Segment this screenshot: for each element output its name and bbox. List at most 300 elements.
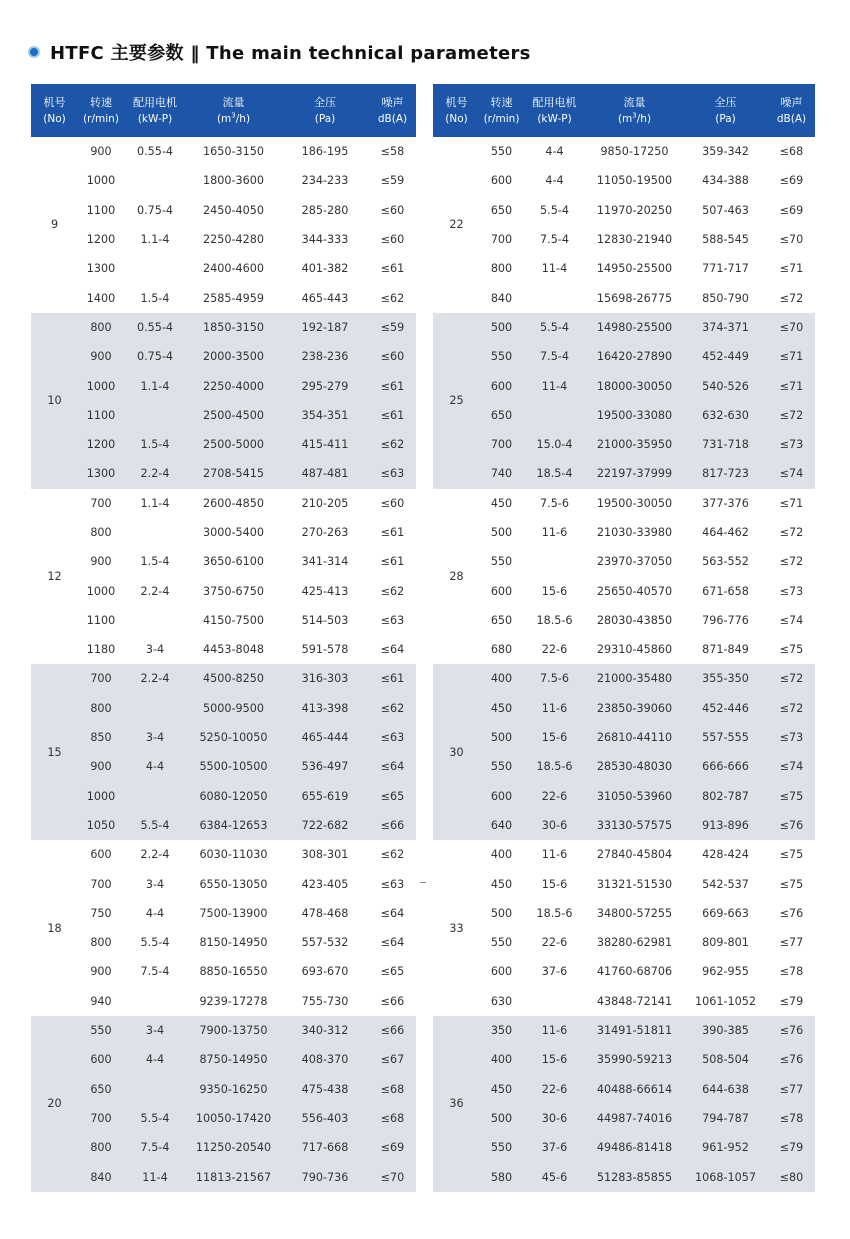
motor-cell: 4-4 bbox=[124, 899, 186, 928]
speed-cell: 630 bbox=[480, 987, 523, 1016]
flow-cell: 5500-10500 bbox=[186, 752, 281, 781]
pressure-cell: 428-424 bbox=[683, 840, 768, 869]
table-row bbox=[433, 664, 815, 693]
table-row bbox=[31, 547, 416, 576]
speed-cell: 1000 bbox=[78, 371, 124, 400]
pressure-cell: 632-630 bbox=[683, 401, 768, 430]
flow-cell: 43848-72141 bbox=[586, 987, 683, 1016]
speed-cell: 900 bbox=[78, 342, 124, 371]
table-row bbox=[31, 664, 416, 693]
column-header-unit: (kW-P) bbox=[137, 112, 173, 125]
table-row bbox=[31, 1075, 416, 1104]
speed-cell: 550 bbox=[480, 547, 523, 576]
table-row bbox=[433, 547, 815, 576]
table-row bbox=[433, 1104, 815, 1133]
table-row bbox=[433, 1016, 815, 1045]
speed-cell: 400 bbox=[480, 840, 523, 869]
noise-cell: ≤76 bbox=[768, 899, 815, 928]
motor-cell: 7.5-6 bbox=[523, 664, 586, 693]
table-row bbox=[433, 606, 815, 635]
noise-cell: ≤62 bbox=[369, 576, 416, 605]
pressure-cell: 408-370 bbox=[281, 1045, 369, 1074]
pressure-cell: 285-280 bbox=[281, 196, 369, 225]
flow-cell: 6080-12050 bbox=[186, 782, 281, 811]
table-row bbox=[433, 957, 815, 986]
speed-cell: 650 bbox=[480, 196, 523, 225]
speed-cell: 1100 bbox=[78, 196, 124, 225]
column-header-label: 转速 bbox=[490, 95, 513, 109]
pressure-cell: 557-555 bbox=[683, 723, 768, 752]
column-header-label: 机号 bbox=[43, 95, 66, 109]
table-row bbox=[31, 899, 416, 928]
noise-cell: ≤72 bbox=[768, 547, 815, 576]
flow-cell: 2500-5000 bbox=[186, 430, 281, 459]
flow-cell: 2400-4600 bbox=[186, 254, 281, 283]
flow-cell: 2250-4000 bbox=[186, 371, 281, 400]
pressure-cell: 644-638 bbox=[683, 1075, 768, 1104]
table-row bbox=[31, 459, 416, 488]
column-header bbox=[586, 84, 683, 137]
table-row bbox=[31, 225, 416, 254]
pressure-cell: 344-333 bbox=[281, 225, 369, 254]
table-row bbox=[433, 489, 815, 518]
noise-cell: ≤79 bbox=[768, 1133, 815, 1162]
speed-cell: 1200 bbox=[78, 430, 124, 459]
flow-cell: 3650-6100 bbox=[186, 547, 281, 576]
motor-cell bbox=[124, 518, 186, 547]
table-row bbox=[31, 840, 416, 869]
pressure-cell: 508-504 bbox=[683, 1045, 768, 1074]
noise-cell: ≤68 bbox=[369, 1104, 416, 1133]
pressure-cell: 669-663 bbox=[683, 899, 768, 928]
flow-cell: 8850-16550 bbox=[186, 957, 281, 986]
speed-cell: 1400 bbox=[78, 283, 124, 312]
pressure-cell: 771-717 bbox=[683, 254, 768, 283]
model-group bbox=[433, 137, 815, 313]
flow-cell: 18000-30050 bbox=[586, 371, 683, 400]
speed-cell: 550 bbox=[480, 1133, 523, 1162]
column-header-unit: (r/min) bbox=[83, 112, 119, 125]
table-row bbox=[433, 1162, 815, 1191]
noise-cell: ≤60 bbox=[369, 489, 416, 518]
model-number-cell: 18 bbox=[31, 840, 78, 1016]
noise-cell: ≤61 bbox=[369, 547, 416, 576]
flow-cell: 27840-45804 bbox=[586, 840, 683, 869]
motor-cell: 11-6 bbox=[523, 518, 586, 547]
table-row bbox=[31, 166, 416, 195]
motor-cell: 3-4 bbox=[124, 635, 186, 664]
table-row bbox=[433, 1045, 815, 1074]
noise-cell: ≤61 bbox=[369, 518, 416, 547]
flow-cell: 15698-26775 bbox=[586, 283, 683, 312]
speed-cell: 350 bbox=[480, 1016, 523, 1045]
model-number-cell: 36 bbox=[433, 1016, 480, 1192]
flow-cell: 21000-35950 bbox=[586, 430, 683, 459]
pressure-cell: 588-545 bbox=[683, 225, 768, 254]
flow-cell: 9850-17250 bbox=[586, 137, 683, 166]
speed-cell: 700 bbox=[78, 869, 124, 898]
motor-cell: 7.5-4 bbox=[523, 342, 586, 371]
column-header-unit: (No) bbox=[445, 112, 468, 125]
flow-cell: 31050-53960 bbox=[586, 782, 683, 811]
table-row bbox=[31, 987, 416, 1016]
noise-cell: ≤66 bbox=[369, 1016, 416, 1045]
motor-cell: 22-6 bbox=[523, 782, 586, 811]
pressure-cell: 270-263 bbox=[281, 518, 369, 547]
noise-cell: ≤61 bbox=[369, 401, 416, 430]
table-row bbox=[433, 459, 815, 488]
table-row bbox=[433, 1075, 815, 1104]
pressure-cell: 234-233 bbox=[281, 166, 369, 195]
table-row bbox=[433, 782, 815, 811]
pressure-cell: 401-382 bbox=[281, 254, 369, 283]
column-header-label: 配用电机 bbox=[133, 95, 177, 109]
model-number-cell: 22 bbox=[433, 137, 480, 313]
motor-cell: 4-4 bbox=[124, 752, 186, 781]
table-row bbox=[433, 840, 815, 869]
title-separator: ‖ bbox=[190, 43, 200, 64]
table-row bbox=[31, 1104, 416, 1133]
noise-cell: ≤62 bbox=[369, 840, 416, 869]
pressure-cell: 557-532 bbox=[281, 928, 369, 957]
flow-cell: 23970-37050 bbox=[586, 547, 683, 576]
table-row bbox=[31, 752, 416, 781]
speed-cell: 450 bbox=[480, 1075, 523, 1104]
flow-cell: 2600-4850 bbox=[186, 489, 281, 518]
noise-cell: ≤59 bbox=[369, 313, 416, 342]
speed-cell: 550 bbox=[78, 1016, 124, 1045]
table-row bbox=[31, 576, 416, 605]
pressure-cell: 722-682 bbox=[281, 811, 369, 840]
noise-cell: ≤75 bbox=[768, 635, 815, 664]
motor-cell: 3-4 bbox=[124, 869, 186, 898]
speed-cell: 850 bbox=[78, 723, 124, 752]
flow-cell: 1800-3600 bbox=[186, 166, 281, 195]
flow-cell: 11813-21567 bbox=[186, 1162, 281, 1191]
speed-cell: 600 bbox=[480, 576, 523, 605]
noise-cell: ≤59 bbox=[369, 166, 416, 195]
speed-cell: 450 bbox=[480, 489, 523, 518]
speed-cell: 800 bbox=[78, 928, 124, 957]
header-row bbox=[31, 84, 416, 137]
motor-cell: 45-6 bbox=[523, 1162, 586, 1191]
model-group bbox=[31, 489, 416, 665]
table-row bbox=[31, 782, 416, 811]
pressure-cell: 316-303 bbox=[281, 664, 369, 693]
flow-cell: 51283-85855 bbox=[586, 1162, 683, 1191]
speed-cell: 700 bbox=[78, 664, 124, 693]
pressure-cell: 817-723 bbox=[683, 459, 768, 488]
flow-cell: 7900-13750 bbox=[186, 1016, 281, 1045]
table-row bbox=[433, 313, 815, 342]
flow-cell: 6384-12653 bbox=[186, 811, 281, 840]
noise-cell: ≤79 bbox=[768, 987, 815, 1016]
pressure-cell: 666-666 bbox=[683, 752, 768, 781]
speed-cell: 640 bbox=[480, 811, 523, 840]
table-row bbox=[31, 723, 416, 752]
speed-cell: 1200 bbox=[78, 225, 124, 254]
flow-cell: 19500-30050 bbox=[586, 489, 683, 518]
pressure-cell: 962-955 bbox=[683, 957, 768, 986]
speed-cell: 580 bbox=[480, 1162, 523, 1191]
model-group bbox=[31, 664, 416, 840]
speed-cell: 1300 bbox=[78, 254, 124, 283]
noise-cell: ≤72 bbox=[768, 664, 815, 693]
column-header bbox=[523, 84, 586, 137]
column-header-label: 流量 bbox=[623, 95, 646, 109]
flow-cell: 21030-33980 bbox=[586, 518, 683, 547]
speed-cell: 550 bbox=[480, 137, 523, 166]
flow-cell: 4500-8250 bbox=[186, 664, 281, 693]
model-number-cell: 20 bbox=[31, 1016, 78, 1192]
pressure-cell: 308-301 bbox=[281, 840, 369, 869]
motor-cell bbox=[124, 166, 186, 195]
noise-cell: ≤68 bbox=[768, 137, 815, 166]
column-header-unit: dB(A) bbox=[377, 112, 408, 125]
flow-cell: 2708-5415 bbox=[186, 459, 281, 488]
speed-cell: 650 bbox=[480, 606, 523, 635]
column-header-label: 流量 bbox=[222, 95, 245, 109]
noise-cell: ≤73 bbox=[768, 430, 815, 459]
model-number-cell: 12 bbox=[31, 489, 78, 665]
noise-cell: ≤68 bbox=[369, 1075, 416, 1104]
table-row bbox=[31, 1133, 416, 1162]
noise-cell: ≤65 bbox=[369, 782, 416, 811]
motor-cell: 15-6 bbox=[523, 723, 586, 752]
speed-cell: 600 bbox=[480, 957, 523, 986]
flow-cell: 49486-81418 bbox=[586, 1133, 683, 1162]
noise-cell: ≤75 bbox=[768, 840, 815, 869]
speed-cell: 1050 bbox=[78, 811, 124, 840]
pressure-cell: 452-446 bbox=[683, 694, 768, 723]
motor-cell: 22-6 bbox=[523, 635, 586, 664]
table-row bbox=[433, 371, 815, 400]
noise-cell: ≤58 bbox=[369, 137, 416, 166]
flow-cell: 16420-27890 bbox=[586, 342, 683, 371]
table-row bbox=[31, 313, 416, 342]
table-row bbox=[433, 928, 815, 957]
pressure-cell: 507-463 bbox=[683, 196, 768, 225]
table-row bbox=[433, 635, 815, 664]
model-number-cell: 30 bbox=[433, 664, 480, 840]
column-header-unit: (Pa) bbox=[314, 112, 336, 125]
pressure-cell: 415-411 bbox=[281, 430, 369, 459]
flow-cell: 2450-4050 bbox=[186, 196, 281, 225]
speed-cell: 1000 bbox=[78, 782, 124, 811]
noise-cell: ≤63 bbox=[369, 459, 416, 488]
pressure-cell: 452-449 bbox=[683, 342, 768, 371]
pressure-cell: 1068-1057 bbox=[683, 1162, 768, 1191]
noise-cell: ≤76 bbox=[768, 1045, 815, 1074]
noise-cell: ≤62 bbox=[369, 430, 416, 459]
pressure-cell: 192-187 bbox=[281, 313, 369, 342]
pressure-cell: 390-385 bbox=[683, 1016, 768, 1045]
speed-cell: 400 bbox=[480, 1045, 523, 1074]
motor-cell bbox=[124, 401, 186, 430]
flow-cell: 38280-62981 bbox=[586, 928, 683, 957]
table-row bbox=[31, 371, 416, 400]
flow-cell: 23850-39060 bbox=[586, 694, 683, 723]
table-row bbox=[433, 752, 815, 781]
speed-cell: 1180 bbox=[78, 635, 124, 664]
table-row bbox=[433, 811, 815, 840]
column-header-unit: (No) bbox=[43, 112, 66, 125]
noise-cell: ≤63 bbox=[369, 869, 416, 898]
column-header bbox=[683, 84, 768, 137]
table-row bbox=[31, 137, 416, 166]
pressure-cell: 794-787 bbox=[683, 1104, 768, 1133]
column-header-unit: $(m^3/h)$ bbox=[617, 111, 652, 125]
motor-cell bbox=[124, 606, 186, 635]
flow-cell: 1850-3150 bbox=[186, 313, 281, 342]
table-row bbox=[31, 196, 416, 225]
table-row bbox=[31, 635, 416, 664]
motor-cell bbox=[523, 547, 586, 576]
motor-cell: 22-6 bbox=[523, 928, 586, 957]
noise-cell: ≤77 bbox=[768, 1075, 815, 1104]
speed-cell: 550 bbox=[480, 342, 523, 371]
pressure-cell: 693-670 bbox=[281, 957, 369, 986]
model-number-cell: 28 bbox=[433, 489, 480, 665]
pressure-cell: 377-376 bbox=[683, 489, 768, 518]
speed-cell: 800 bbox=[78, 313, 124, 342]
motor-cell: 1.5-4 bbox=[124, 283, 186, 312]
motor-cell: 1.1-4 bbox=[124, 489, 186, 518]
pressure-cell: 374-371 bbox=[683, 313, 768, 342]
flow-cell: 2585-4959 bbox=[186, 283, 281, 312]
flow-cell: 26810-44110 bbox=[586, 723, 683, 752]
table-header bbox=[433, 84, 815, 137]
motor-cell: 22-6 bbox=[523, 1075, 586, 1104]
motor-cell: 0.55-4 bbox=[124, 137, 186, 166]
flow-cell: 12830-21940 bbox=[586, 225, 683, 254]
noise-cell: ≤64 bbox=[369, 899, 416, 928]
motor-cell: 5.5-4 bbox=[124, 811, 186, 840]
table-row bbox=[31, 957, 416, 986]
model-group bbox=[433, 313, 815, 489]
motor-cell bbox=[124, 254, 186, 283]
table-row bbox=[31, 254, 416, 283]
speed-cell: 1100 bbox=[78, 401, 124, 430]
column-header bbox=[124, 84, 186, 137]
table-row bbox=[433, 869, 815, 898]
noise-cell: ≤60 bbox=[369, 196, 416, 225]
pressure-cell: 790-736 bbox=[281, 1162, 369, 1191]
noise-cell: ≤60 bbox=[369, 225, 416, 254]
noise-cell: ≤64 bbox=[369, 635, 416, 664]
speed-cell: 500 bbox=[480, 518, 523, 547]
pressure-cell: 465-444 bbox=[281, 723, 369, 752]
bullet-dot-icon bbox=[28, 46, 40, 58]
table-row bbox=[433, 1133, 815, 1162]
motor-cell: 30-6 bbox=[523, 1104, 586, 1133]
model-group bbox=[31, 840, 416, 1016]
motor-cell: 5.5-4 bbox=[124, 928, 186, 957]
pressure-cell: 514-503 bbox=[281, 606, 369, 635]
noise-cell: ≤74 bbox=[768, 459, 815, 488]
noise-cell: ≤66 bbox=[369, 811, 416, 840]
column-header bbox=[78, 84, 124, 137]
flow-cell: 31321-51530 bbox=[586, 869, 683, 898]
motor-cell: 11-4 bbox=[523, 254, 586, 283]
noise-cell: ≤76 bbox=[768, 1016, 815, 1045]
pressure-cell: 423-405 bbox=[281, 869, 369, 898]
flow-cell: 5250-10050 bbox=[186, 723, 281, 752]
flow-cell: 14950-25500 bbox=[586, 254, 683, 283]
flow-cell: 22197-37999 bbox=[586, 459, 683, 488]
model-number-cell: 9 bbox=[31, 137, 78, 313]
column-header-label: 配用电机 bbox=[532, 95, 577, 109]
speed-cell: 740 bbox=[480, 459, 523, 488]
noise-cell: ≤61 bbox=[369, 254, 416, 283]
table-row bbox=[433, 401, 815, 430]
model-number-cell: 15 bbox=[31, 664, 78, 840]
flow-cell: 9239-17278 bbox=[186, 987, 281, 1016]
flow-cell: 7500-13900 bbox=[186, 899, 281, 928]
column-header-label: 噪声 bbox=[780, 95, 803, 109]
column-header-label: 转速 bbox=[90, 95, 112, 109]
column-header bbox=[433, 84, 480, 137]
pressure-cell: 464-462 bbox=[683, 518, 768, 547]
flow-cell: 14980-25500 bbox=[586, 313, 683, 342]
speed-cell: 750 bbox=[78, 899, 124, 928]
motor-cell: 18.5-4 bbox=[523, 459, 586, 488]
table-row bbox=[31, 342, 416, 371]
speed-cell: 500 bbox=[480, 723, 523, 752]
speed-cell: 800 bbox=[78, 518, 124, 547]
motor-cell: 0.75-4 bbox=[124, 342, 186, 371]
flow-cell: 1650-3150 bbox=[186, 137, 281, 166]
speed-cell: 600 bbox=[480, 166, 523, 195]
noise-cell: ≤73 bbox=[768, 576, 815, 605]
model-number-cell: 10 bbox=[31, 313, 78, 489]
motor-cell: 18.5-6 bbox=[523, 752, 586, 781]
table-row bbox=[31, 401, 416, 430]
table-row bbox=[31, 606, 416, 635]
speed-cell: 700 bbox=[78, 1104, 124, 1133]
motor-cell: 11-4 bbox=[124, 1162, 186, 1191]
motor-cell: 5.5-4 bbox=[124, 1104, 186, 1133]
speed-cell: 650 bbox=[480, 401, 523, 430]
flow-cell: 21000-35480 bbox=[586, 664, 683, 693]
title-cn: HTFC 主要参数 bbox=[50, 43, 184, 64]
motor-cell: 15-6 bbox=[523, 576, 586, 605]
motor-cell: 30-6 bbox=[523, 811, 586, 840]
noise-cell: ≤63 bbox=[369, 606, 416, 635]
noise-cell: ≤64 bbox=[369, 928, 416, 957]
pressure-cell: 671-658 bbox=[683, 576, 768, 605]
speed-cell: 600 bbox=[78, 840, 124, 869]
noise-cell: ≤72 bbox=[768, 694, 815, 723]
table-row bbox=[31, 430, 416, 459]
title-text bbox=[50, 39, 531, 65]
table-row bbox=[433, 576, 815, 605]
parameters-table-right bbox=[433, 84, 815, 1192]
speed-cell: 700 bbox=[480, 430, 523, 459]
speed-cell: 600 bbox=[78, 1045, 124, 1074]
column-header-label: 机号 bbox=[445, 95, 468, 109]
model-group bbox=[31, 313, 416, 489]
noise-cell: ≤65 bbox=[369, 957, 416, 986]
flow-cell: 2500-4500 bbox=[186, 401, 281, 430]
column-header-label: 全压 bbox=[714, 95, 737, 109]
motor-cell: 7.5-4 bbox=[124, 957, 186, 986]
flow-cell: 3000-5400 bbox=[186, 518, 281, 547]
motor-cell: 4-4 bbox=[523, 137, 586, 166]
pressure-cell: 359-342 bbox=[683, 137, 768, 166]
noise-cell: ≤60 bbox=[369, 342, 416, 371]
motor-cell: 18.5-6 bbox=[523, 899, 586, 928]
